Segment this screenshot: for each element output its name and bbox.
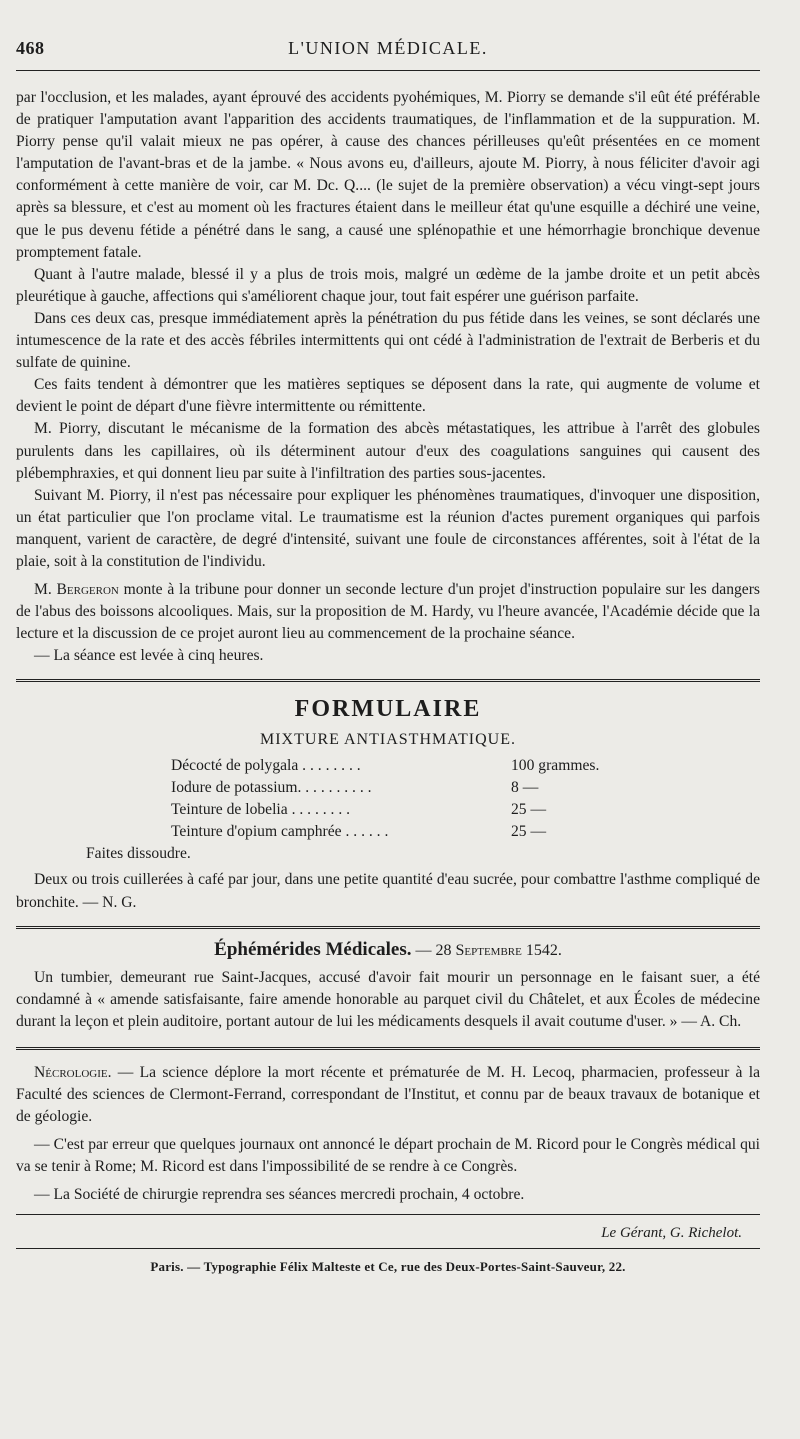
ingredient-name: Teinture d'opium camphrée . . . . . . [171, 823, 389, 841]
paragraph: M. Piorry, discutant le mécanisme de la formation des abcès métastatiques, les attribue à l'arrêt des globules purulents dans les capillaires, où ils déterminent autour d'eux des coagulations sanguines qui causent des plébemphraxies, et qui donnent lieu par suite à l'infiltration des parties sous-jacentes. [16, 420, 760, 482]
ingredient-qty: 8 — [511, 779, 539, 797]
ingredient-row [171, 777, 760, 799]
news-item: — La Société de chirurgie reprendra ses séances mercredi prochain, 4 octobre. [34, 1186, 525, 1204]
ephemerides-heading: Éphémérides Médicales. [214, 938, 412, 960]
ingredient-row [171, 821, 760, 843]
ingredient-qty: 100 grammes. [511, 757, 600, 775]
paragraph: Dans ces deux cas, presque immédiatement après la pénétration du pus fétide dans les veines, se sont déclarés une intumescence de la rate et des accès fébriles intermittents qui ont cédé à l'administration de l'extrait de Berberis et du sulfate de quinine. [16, 309, 760, 372]
footer-rule [16, 1214, 760, 1215]
ingredient-row [171, 755, 760, 777]
paragraph: Un tumbier, demeurant rue Saint-Jacques, accusé d'avoir fait mourir un personnage en le faisant suer, a été condamné à « amende satisfaisante, faire amende honorable au parquet civil du Châtelet, et aux Écoles de médecine durant la leçon et plein auditoire, portant autour de lui les médicaments desquels il avait coutume d'user. » — A. Ch. [16, 968, 760, 1030]
academy-report [16, 87, 760, 667]
paragraph-text: monte à la tribune pour donner un seconde lecture d'un projet d'instruction populaire sur les dangers de l'abus des boissons alcooliques. Mais, sur la proposition de M. Hardy, vu l'heure avancée, l'Académie décide que la lecture et la discussion de ce projet auront lieu au commencement de la prochaine séance. [16, 581, 760, 643]
ingredient-qty: 25 — [511, 823, 547, 841]
recipe-usage [16, 869, 760, 913]
page-number: 468 [16, 38, 45, 58]
ingredient-name: Décocté de polygala . . . . . . . . [171, 757, 361, 775]
ephemerides-text [16, 967, 760, 1033]
recipe-title: MIXTURE ANTIASTHMATIQUE. [260, 731, 516, 749]
running-head [16, 38, 760, 70]
ingredient-qty: 25 — [511, 801, 547, 819]
news-section [16, 1062, 760, 1207]
recipe-instruction: Faites dissoudre. [86, 845, 191, 863]
paragraph: Ces faits tendent à démontrer que les matières septiques se déposent dans la rate, qui augmente de volume et devient le point de départ d'une fièvre intermittente ou rémittente. [16, 376, 760, 416]
paragraph [16, 579, 760, 645]
ingredient-name: Teinture de lobelia . . . . . . . . [171, 801, 351, 819]
printer-imprint: Paris. — Typographie Félix Malteste et Ce, rue des Deux-Portes-Saint-Sauveur, 22. [150, 1259, 626, 1275]
ephemerides-date: — 28 Septembre 1542. [415, 941, 562, 959]
session-closing: — La séance est levée à cinq heures. [34, 647, 264, 665]
ingredient-name: Iodure de potassium. . . . . . . . . . [171, 779, 372, 797]
necrology-label: Nécrologie. [34, 1063, 112, 1081]
section-rule [16, 1047, 760, 1050]
manager-signature: Le Gérant, G. Richelot. [601, 1225, 742, 1242]
speaker-name: M. Bergeron [34, 581, 119, 599]
formulaire-title: FORMULAIRE [294, 696, 482, 723]
paragraph: Suivant M. Piorry, il n'est pas nécessaire pour expliquer les phénomènes traumatiques, d'invoquer une disposition, un état particulier que l'on proclame vital. Le traumatisme est la réunion d'actes purement organiques qui parfois manquent, varient de caractère, de degré d'intensité, suivant une foule de circonstances afférentes, soit à l'état de la plaie, soit à la constitution de l'individu. [16, 486, 760, 570]
section-rule [16, 679, 760, 682]
ephemerides-title [16, 939, 760, 961]
journal-title: L'UNION MÉDICALE. [288, 38, 488, 58]
section-rule [16, 926, 760, 929]
news-item: — C'est par erreur que quelques journaux ont annoncé le départ prochain de M. Ricord pour le Congrès médical qui va se tenir à Rome; M. Ricord est dans l'impossibilité de se rendre à ce Congrès. [16, 1136, 760, 1176]
necrology-text: — La science déplore la mort récente et prématurée de M. H. Lecoq, pharmacien, professeur à la Faculté des sciences de Clermont-Ferrand, correspondant de l'Institut, et connu par de beaux travaux de botanique et de géologie. [16, 1063, 760, 1126]
paragraph: Quant à l'autre malade, blessé il y a plus de trois mois, malgré un œdème de la jambe droite et un petit abcès pleurétique à gauche, affections qui s'améliorent chaque jour, tout fait espérer une guérison parfaite. [16, 265, 760, 305]
header-rule [16, 70, 760, 71]
footer-rule [16, 1248, 760, 1249]
necrology [16, 1062, 760, 1128]
paragraph: par l'occlusion, et les malades, ayant éprouvé des accidents pyohémiques, M. Piorry se demande s'il eût été préférable de pratiquer l'amputation avant l'apparition des accidents traumatiques, de l'inflammation et de la suppuration. M. Piorry pense qu'il valait mieux ne pas opérer, à cause des chances périlleuses qu'eût présentées en ce moment l'amputation de l'avant-bras et de la jambe. « Nous avons eu, d'ailleurs, ajoute M. Piorry, à nous féliciter d'avoir agi conformément à cette manière de voir, car M. Dc. Q.... (le sujet de la première observation) a vécu vingt-sept jours après sa blessure, et c'est au moment où les fractures étaient dans le meilleur état qu'une esquille a déchiré une veine, que le pus devenu fétide a pénétré dans le sang, a causé une splénopathie et une hémorrhagie bronchique devenue promptement fatale. [16, 89, 760, 261]
ingredient-row [171, 799, 760, 821]
paragraph: Deux ou trois cuillerées à café par jour, dans une petite quantité d'eau sucrée, pour combattre l'asthme compliqué de bronchite. — N. G. [16, 871, 760, 911]
ingredient-list [171, 755, 760, 843]
